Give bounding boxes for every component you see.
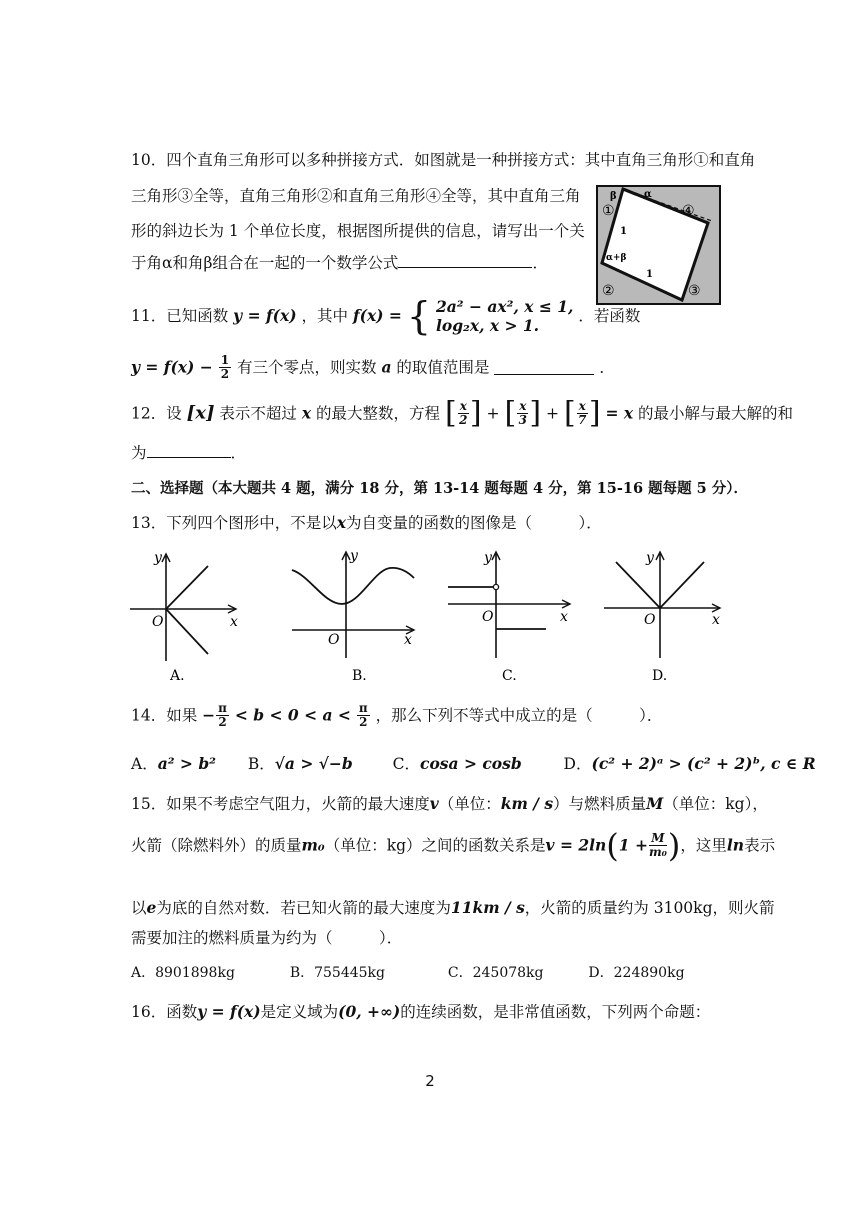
q12-frac3: [577, 400, 588, 427]
q14-frac2-num: π: [358, 701, 368, 715]
q14-frac1-num: π: [218, 701, 227, 715]
q10-fig-one-a: 1: [620, 226, 627, 237]
q11-var-a: a: [381, 357, 392, 377]
q12-frac2-num: x: [519, 399, 527, 413]
q12-floor-x-var: x: [195, 402, 206, 424]
q12-frac1: [458, 400, 469, 427]
q13-option-a: A.: [170, 668, 185, 684]
q10-fig-alpha: α: [644, 189, 652, 200]
q15-l2-a: 火箭（除燃料外）的质量: [131, 836, 302, 855]
q13-option-b: B.: [352, 668, 367, 684]
q15-lparen: (: [606, 826, 619, 865]
q13-line: [131, 513, 602, 533]
q11-case2: log₂x, x > 1.: [435, 316, 540, 335]
q11-case1: 2a² − ax², x ≤ 1,: [435, 297, 574, 316]
q13-text-a: 13．下列四个图形中，不是以: [131, 514, 337, 532]
q15-e: e: [146, 898, 157, 917]
q15-v: v: [429, 794, 439, 813]
q15-l2-c: ，这里: [680, 836, 727, 855]
q15-opt-d: D．224890kg: [588, 965, 685, 981]
q12-t2: 的最大整数，方程: [316, 404, 441, 423]
q14-text: ，那么下列不等式中成立的是（ ）．: [375, 706, 663, 725]
q13-option-c: C.: [502, 668, 517, 684]
q15-line4: 需要加注的燃料质量为约为（ ）．: [131, 929, 403, 947]
q10-fig-circle1: ①: [602, 203, 615, 219]
q13-b-y-label: y: [350, 548, 358, 564]
q15-formula-den: m₀: [648, 845, 667, 859]
q16-line: [131, 1002, 710, 1022]
q12-rbr3: ]: [588, 395, 601, 431]
q14-opt-b-label: B．: [247, 755, 275, 773]
q13-c-x-label: x: [560, 609, 568, 625]
q10-line4-end: ．: [532, 254, 548, 272]
q11-text-b: 有三个零点，则实数: [236, 358, 377, 377]
q12-floor-x: [x]: [186, 402, 215, 424]
q14-opt-a-label: A．: [131, 755, 158, 773]
q12-lbr3: [: [563, 395, 576, 431]
q11-line2: [131, 354, 615, 384]
q13-text-b: 为自变量的函数的图像是（ ）．: [345, 514, 602, 532]
q14-neg: −: [202, 705, 216, 725]
q14-opt-d-label: D．: [563, 755, 592, 773]
q16-f: y = f(x): [197, 1002, 261, 1021]
q15-l3-c: ，火箭的质量约为 3100kg，则火箭: [524, 899, 775, 917]
q11-expr: y = f(x) −: [131, 357, 213, 377]
q11-brace: {: [406, 294, 432, 338]
q13-a-x-label: x: [230, 614, 238, 630]
q15-l3-a: 以: [131, 899, 147, 917]
q12-plus1: +: [486, 404, 500, 423]
q10-fig-alpha-beta: α+β: [606, 253, 627, 263]
q12-line2-text: 为: [131, 444, 147, 462]
q10-fig-circle3: ③: [688, 283, 701, 299]
q12-answer-blank: [147, 443, 231, 458]
q12-frac3-den: 7: [578, 413, 587, 427]
q13-b-o-label: O: [328, 632, 340, 648]
q12-line1: [131, 395, 794, 436]
q11-y-eq-fx: y = f(x): [233, 306, 297, 325]
q13-graph-c: [446, 546, 576, 686]
q15-l1-c: ）与燃料质量: [553, 795, 647, 813]
q11-fx: f(x) =: [352, 306, 402, 325]
q14-intro: 14．如果: [131, 706, 198, 725]
q15-l2-b: （单位：kg）之间的函数关系是: [324, 836, 546, 855]
q15-l2-d: 表示: [744, 836, 776, 855]
q11-half-num: 1: [220, 353, 230, 367]
q13-option-d: D.: [652, 668, 668, 684]
q15-formula-num: M: [649, 832, 667, 846]
section2-heading: 二、选择题（本大题共 4 题，满分 18 分，第 13-14 题每题 4 分，第 15-16 题每题 5 分）．: [131, 480, 749, 497]
q12-lbr1: [: [445, 395, 457, 431]
q11-mid: ，其中: [301, 307, 348, 325]
q10-figure: [596, 185, 721, 305]
q16-b: 是定义域为: [260, 1003, 339, 1021]
q14-opt-b: √a > √−b: [274, 754, 353, 773]
page-number: 2: [425, 1072, 435, 1090]
q10-line1: 10．四个直角三角形可以多种拼接方式．如图就是一种拼接方式：其中直角三角形①和直角: [131, 151, 756, 169]
q14-ineq: < b < 0 < a <: [234, 705, 351, 725]
q10-fig-one-b: 1: [646, 269, 653, 280]
q12-frac1-num: x: [459, 399, 467, 413]
q14-opt-c: cosa > cosb: [420, 754, 522, 773]
q15-line2: [131, 826, 776, 872]
q15-M: M: [646, 794, 664, 813]
q12-plus2: +: [546, 404, 559, 423]
q12-t3: 的最小解与最大解的和: [638, 404, 794, 423]
q15-m0: m₀: [301, 835, 325, 855]
q12-frac2-den: 3: [518, 413, 527, 427]
q13-a-o-label: O: [152, 614, 164, 630]
q16-dom: (0, +∞): [338, 1002, 401, 1021]
q12-frac2: [517, 400, 528, 427]
q15-ln: ln: [726, 835, 745, 855]
q11-after: ．若函数: [578, 307, 641, 325]
q13-c-o-label: O: [482, 609, 494, 625]
q12-rbr2: ]: [529, 395, 542, 431]
q15-unit: km / s: [500, 794, 554, 813]
q15-formula-a: v = 2ln: [545, 835, 607, 855]
q15-l1-d: （单位：kg），: [663, 795, 768, 813]
q14-opt-c-label: C．: [392, 755, 420, 773]
q10-line4: [131, 253, 548, 273]
q13-a-y-label: y: [154, 550, 162, 566]
q13-graph-b: [290, 546, 420, 686]
q12-intro: 12．设: [131, 404, 182, 423]
q15-l1-b: （单位：: [438, 795, 501, 813]
q16-a: 16．函数: [131, 1003, 198, 1021]
q11-text-c: 的取值范围是: [396, 358, 490, 377]
q15-options: [131, 963, 685, 983]
q13-graph-a: [126, 546, 256, 686]
q14-frac2-den: 2: [359, 715, 368, 729]
q15-rparen: ): [667, 826, 681, 865]
q12-t1: 表示不超过: [219, 404, 297, 423]
q16-c: 的连续函数，是非常值函数，下列两个命题：: [400, 1003, 711, 1021]
q11-end: ．: [599, 358, 615, 377]
q13-x: x: [336, 513, 346, 532]
q10-line4-text: 于角α和角β组合在一起的一个数学公式: [131, 254, 399, 272]
q11-answer-blank: [494, 360, 594, 375]
q12-line2: [131, 443, 246, 463]
q11-intro: 11．已知函数: [131, 307, 229, 325]
q14-opt-d: (c² + 2)ᵃ > (c² + 2)ᵇ, c ∈ R: [591, 754, 816, 773]
q15-line1: [131, 794, 768, 814]
q13-graph-d: [600, 546, 730, 686]
q15-formula-frac: [649, 832, 667, 859]
q14-frac1: [216, 702, 229, 729]
q14-options: [131, 754, 816, 774]
q10-fig-circle4: ④: [682, 203, 695, 219]
q13-d-x-label: x: [712, 612, 720, 628]
q13-c-y-label: y: [484, 550, 492, 566]
q14-opt-a: a² > b²: [157, 754, 216, 773]
q15-speed: 11km / s: [450, 898, 525, 917]
q15-l3-b: 为底的自然对数．若已知火箭的最大速度为: [156, 899, 451, 917]
q11-half: [219, 354, 231, 381]
q12-lbr2: [: [504, 395, 517, 431]
q15-opt-c: C．245078kg: [447, 965, 544, 981]
q14-frac2: [357, 702, 370, 729]
q15-opt-b: B．755445kg: [289, 965, 385, 981]
q10-line2: 三角形③全等，直角三角形②和直角三角形④全等，其中直角三角: [131, 187, 581, 205]
q14-line: [131, 702, 662, 736]
q12-eq: = x: [605, 403, 634, 423]
q12-frac1-den: 2: [459, 413, 468, 427]
q10-fig-beta: β: [610, 191, 617, 202]
q12-frac3-num: x: [578, 399, 586, 413]
q15-l1-a: 15．如果不考虑空气阻力，火箭的最大速度: [131, 795, 430, 813]
q15-formula-one: 1 +: [618, 835, 648, 855]
q15-line3: [131, 898, 775, 918]
q11-cases: [436, 297, 573, 335]
q11-half-den: 2: [220, 367, 230, 381]
q13-b-x-label: x: [404, 632, 412, 648]
q10-fig-circle2: ②: [602, 283, 615, 299]
q13-d-y-label: y: [646, 550, 654, 566]
q10-line3: 形的斜边长为 1 个单位长度，根据图所提供的信息，请写出一个关: [131, 222, 585, 240]
q12-rbr1: ]: [469, 395, 482, 431]
q14-frac1-den: 2: [218, 715, 227, 729]
q11-line1: [131, 296, 640, 340]
q15-opt-a: A．8901898kg: [131, 965, 235, 981]
q12-line2-end: ．: [230, 444, 247, 462]
q12-x: x: [301, 403, 312, 423]
q10-answer-blank: [398, 253, 532, 268]
q13-d-o-label: O: [644, 612, 656, 628]
